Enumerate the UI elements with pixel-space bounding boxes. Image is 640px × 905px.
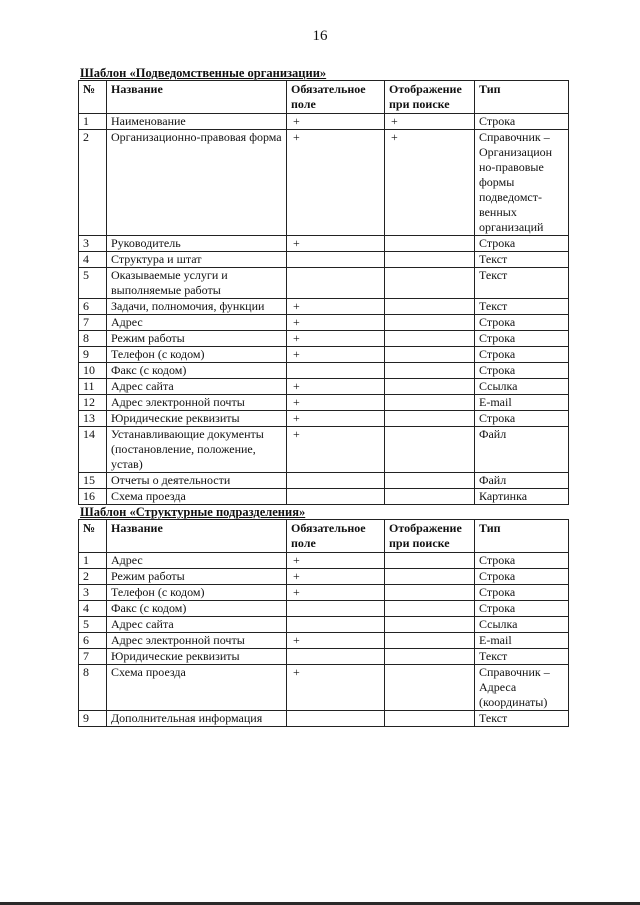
header-required: Обязательное поле (287, 520, 385, 553)
row-type: Строка (475, 569, 569, 585)
row-number: 4 (79, 252, 107, 268)
row-required (287, 268, 385, 299)
row-name: Факс (с кодом) (107, 363, 287, 379)
header-number: № (79, 81, 107, 114)
row-name: Схема проезда (107, 665, 287, 711)
table-subordinate-organizations (78, 80, 569, 505)
row-type: Строка (475, 331, 569, 347)
table-body (79, 553, 569, 727)
row-display (385, 347, 475, 363)
table-row (79, 299, 569, 315)
row-number: 10 (79, 363, 107, 379)
table-header-row (79, 520, 569, 553)
table-header-row (79, 81, 569, 114)
table-row (79, 331, 569, 347)
header-display: Отображение при поиске (385, 81, 475, 114)
row-required (287, 649, 385, 665)
table-body (79, 114, 569, 505)
table-row (79, 268, 569, 299)
row-display: + (385, 114, 475, 130)
row-type: Картинка (475, 489, 569, 505)
row-name: Руководитель (107, 236, 287, 252)
row-type: Строка (475, 585, 569, 601)
row-number: 1 (79, 114, 107, 130)
row-type: Текст (475, 649, 569, 665)
row-type: Справочник – Организацион но-правовые формы подведомст- венных организаций (475, 130, 569, 236)
header-type: Тип (475, 520, 569, 553)
row-display (385, 617, 475, 633)
row-display (385, 268, 475, 299)
row-number: 2 (79, 130, 107, 236)
header-type: Тип (475, 81, 569, 114)
row-number: 16 (79, 489, 107, 505)
row-required: + (287, 299, 385, 315)
row-name: Юридические реквизиты (107, 649, 287, 665)
table-row (79, 617, 569, 633)
row-number: 9 (79, 347, 107, 363)
row-required (287, 252, 385, 268)
row-type: Ссылка (475, 617, 569, 633)
row-name: Задачи, полномочия, функции (107, 299, 287, 315)
row-number: 9 (79, 711, 107, 727)
row-type: Файл (475, 473, 569, 489)
row-required: + (287, 553, 385, 569)
header-required: Обязательное поле (287, 81, 385, 114)
table-structural-divisions (78, 519, 569, 727)
header-number: № (79, 520, 107, 553)
row-type: Строка (475, 411, 569, 427)
row-type: Текст (475, 252, 569, 268)
header-name: Название (107, 520, 287, 553)
table-row (79, 130, 569, 236)
row-name: Адрес (107, 553, 287, 569)
row-number: 11 (79, 379, 107, 395)
row-number: 8 (79, 665, 107, 711)
row-number: 2 (79, 569, 107, 585)
row-display (385, 331, 475, 347)
row-number: 1 (79, 553, 107, 569)
row-display (385, 489, 475, 505)
row-required (287, 601, 385, 617)
row-type: Строка (475, 347, 569, 363)
row-type: Строка (475, 601, 569, 617)
row-required (287, 473, 385, 489)
section-title-structural-divisions: Шаблон «Структурные подразделения» (80, 505, 306, 519)
row-type: Файл (475, 427, 569, 473)
row-display (385, 473, 475, 489)
row-number: 4 (79, 601, 107, 617)
row-type: Текст (475, 711, 569, 727)
header-display: Отображение при поиске (385, 520, 475, 553)
row-number: 8 (79, 331, 107, 347)
row-number: 7 (79, 649, 107, 665)
table-row (79, 585, 569, 601)
row-required: + (287, 114, 385, 130)
row-display (385, 379, 475, 395)
row-display (385, 601, 475, 617)
row-display (385, 711, 475, 727)
row-required: + (287, 427, 385, 473)
page-number: 16 (312, 28, 328, 44)
table-row (79, 347, 569, 363)
row-display (385, 299, 475, 315)
row-display (385, 569, 475, 585)
table-row (79, 427, 569, 473)
row-required: + (287, 633, 385, 649)
row-display (385, 315, 475, 331)
table-row (79, 665, 569, 711)
row-type: E-mail (475, 395, 569, 411)
table-row (79, 236, 569, 252)
row-name: Оказываемые услуги и выполняемые работы (107, 268, 287, 299)
row-type: Текст (475, 299, 569, 315)
row-display: + (385, 130, 475, 236)
row-number: 12 (79, 395, 107, 411)
row-name: Телефон (с кодом) (107, 347, 287, 363)
row-required (287, 617, 385, 633)
table-row (79, 711, 569, 727)
row-required: + (287, 585, 385, 601)
table-row (79, 363, 569, 379)
row-required: + (287, 411, 385, 427)
table-row (79, 633, 569, 649)
row-number: 6 (79, 299, 107, 315)
row-display (385, 585, 475, 601)
table-row (79, 489, 569, 505)
row-name: Адрес сайта (107, 617, 287, 633)
row-name: Юридические реквизиты (107, 411, 287, 427)
row-number: 3 (79, 585, 107, 601)
row-type: E-mail (475, 633, 569, 649)
table-row (79, 569, 569, 585)
table-row (79, 315, 569, 331)
row-number: 13 (79, 411, 107, 427)
row-required: + (287, 665, 385, 711)
row-number: 3 (79, 236, 107, 252)
row-name: Отчеты о деятельности (107, 473, 287, 489)
row-required: + (287, 347, 385, 363)
row-type: Строка (475, 553, 569, 569)
row-required (287, 489, 385, 505)
row-number: 6 (79, 633, 107, 649)
table-row (79, 379, 569, 395)
row-type: Строка (475, 236, 569, 252)
row-display (385, 665, 475, 711)
row-name: Схема проезда (107, 489, 287, 505)
row-type: Ссылка (475, 379, 569, 395)
row-name: Режим работы (107, 331, 287, 347)
row-display (385, 411, 475, 427)
table-row (79, 473, 569, 489)
row-display (385, 427, 475, 473)
row-required (287, 363, 385, 379)
table-row (79, 649, 569, 665)
row-type: Строка (475, 363, 569, 379)
row-number: 5 (79, 268, 107, 299)
row-name: Факс (с кодом) (107, 601, 287, 617)
table-row (79, 601, 569, 617)
row-name: Адрес электронной почты (107, 395, 287, 411)
row-required: + (287, 236, 385, 252)
row-name: Адрес сайта (107, 379, 287, 395)
row-required: + (287, 569, 385, 585)
row-required: + (287, 379, 385, 395)
row-number: 14 (79, 427, 107, 473)
row-name: Устанавливающие документы (постановление, положение, устав) (107, 427, 287, 473)
row-number: 7 (79, 315, 107, 331)
row-name: Режим работы (107, 569, 287, 585)
row-required: + (287, 331, 385, 347)
table-row (79, 411, 569, 427)
row-number: 15 (79, 473, 107, 489)
row-name: Адрес (107, 315, 287, 331)
row-name: Адрес электронной почты (107, 633, 287, 649)
table-row (79, 114, 569, 130)
row-type: Текст (475, 268, 569, 299)
row-display (385, 252, 475, 268)
row-required: + (287, 130, 385, 236)
table-row (79, 395, 569, 411)
row-type: Строка (475, 315, 569, 331)
row-name: Организационно-правовая форма (107, 130, 287, 236)
header-name: Название (107, 81, 287, 114)
row-display (385, 553, 475, 569)
row-display (385, 395, 475, 411)
section-title-subordinate-organizations: Шаблон «Подведомственные организации» (80, 66, 327, 80)
row-name: Телефон (с кодом) (107, 585, 287, 601)
table-row (79, 252, 569, 268)
row-display (385, 649, 475, 665)
row-number: 5 (79, 617, 107, 633)
row-required (287, 711, 385, 727)
row-name: Наименование (107, 114, 287, 130)
row-display (385, 236, 475, 252)
row-display (385, 633, 475, 649)
row-name: Структура и штат (107, 252, 287, 268)
table-row (79, 553, 569, 569)
row-required: + (287, 395, 385, 411)
row-type: Справочник – Адреса (координаты) (475, 665, 569, 711)
row-required: + (287, 315, 385, 331)
row-name: Дополнительная информация (107, 711, 287, 727)
row-display (385, 363, 475, 379)
row-type: Строка (475, 114, 569, 130)
